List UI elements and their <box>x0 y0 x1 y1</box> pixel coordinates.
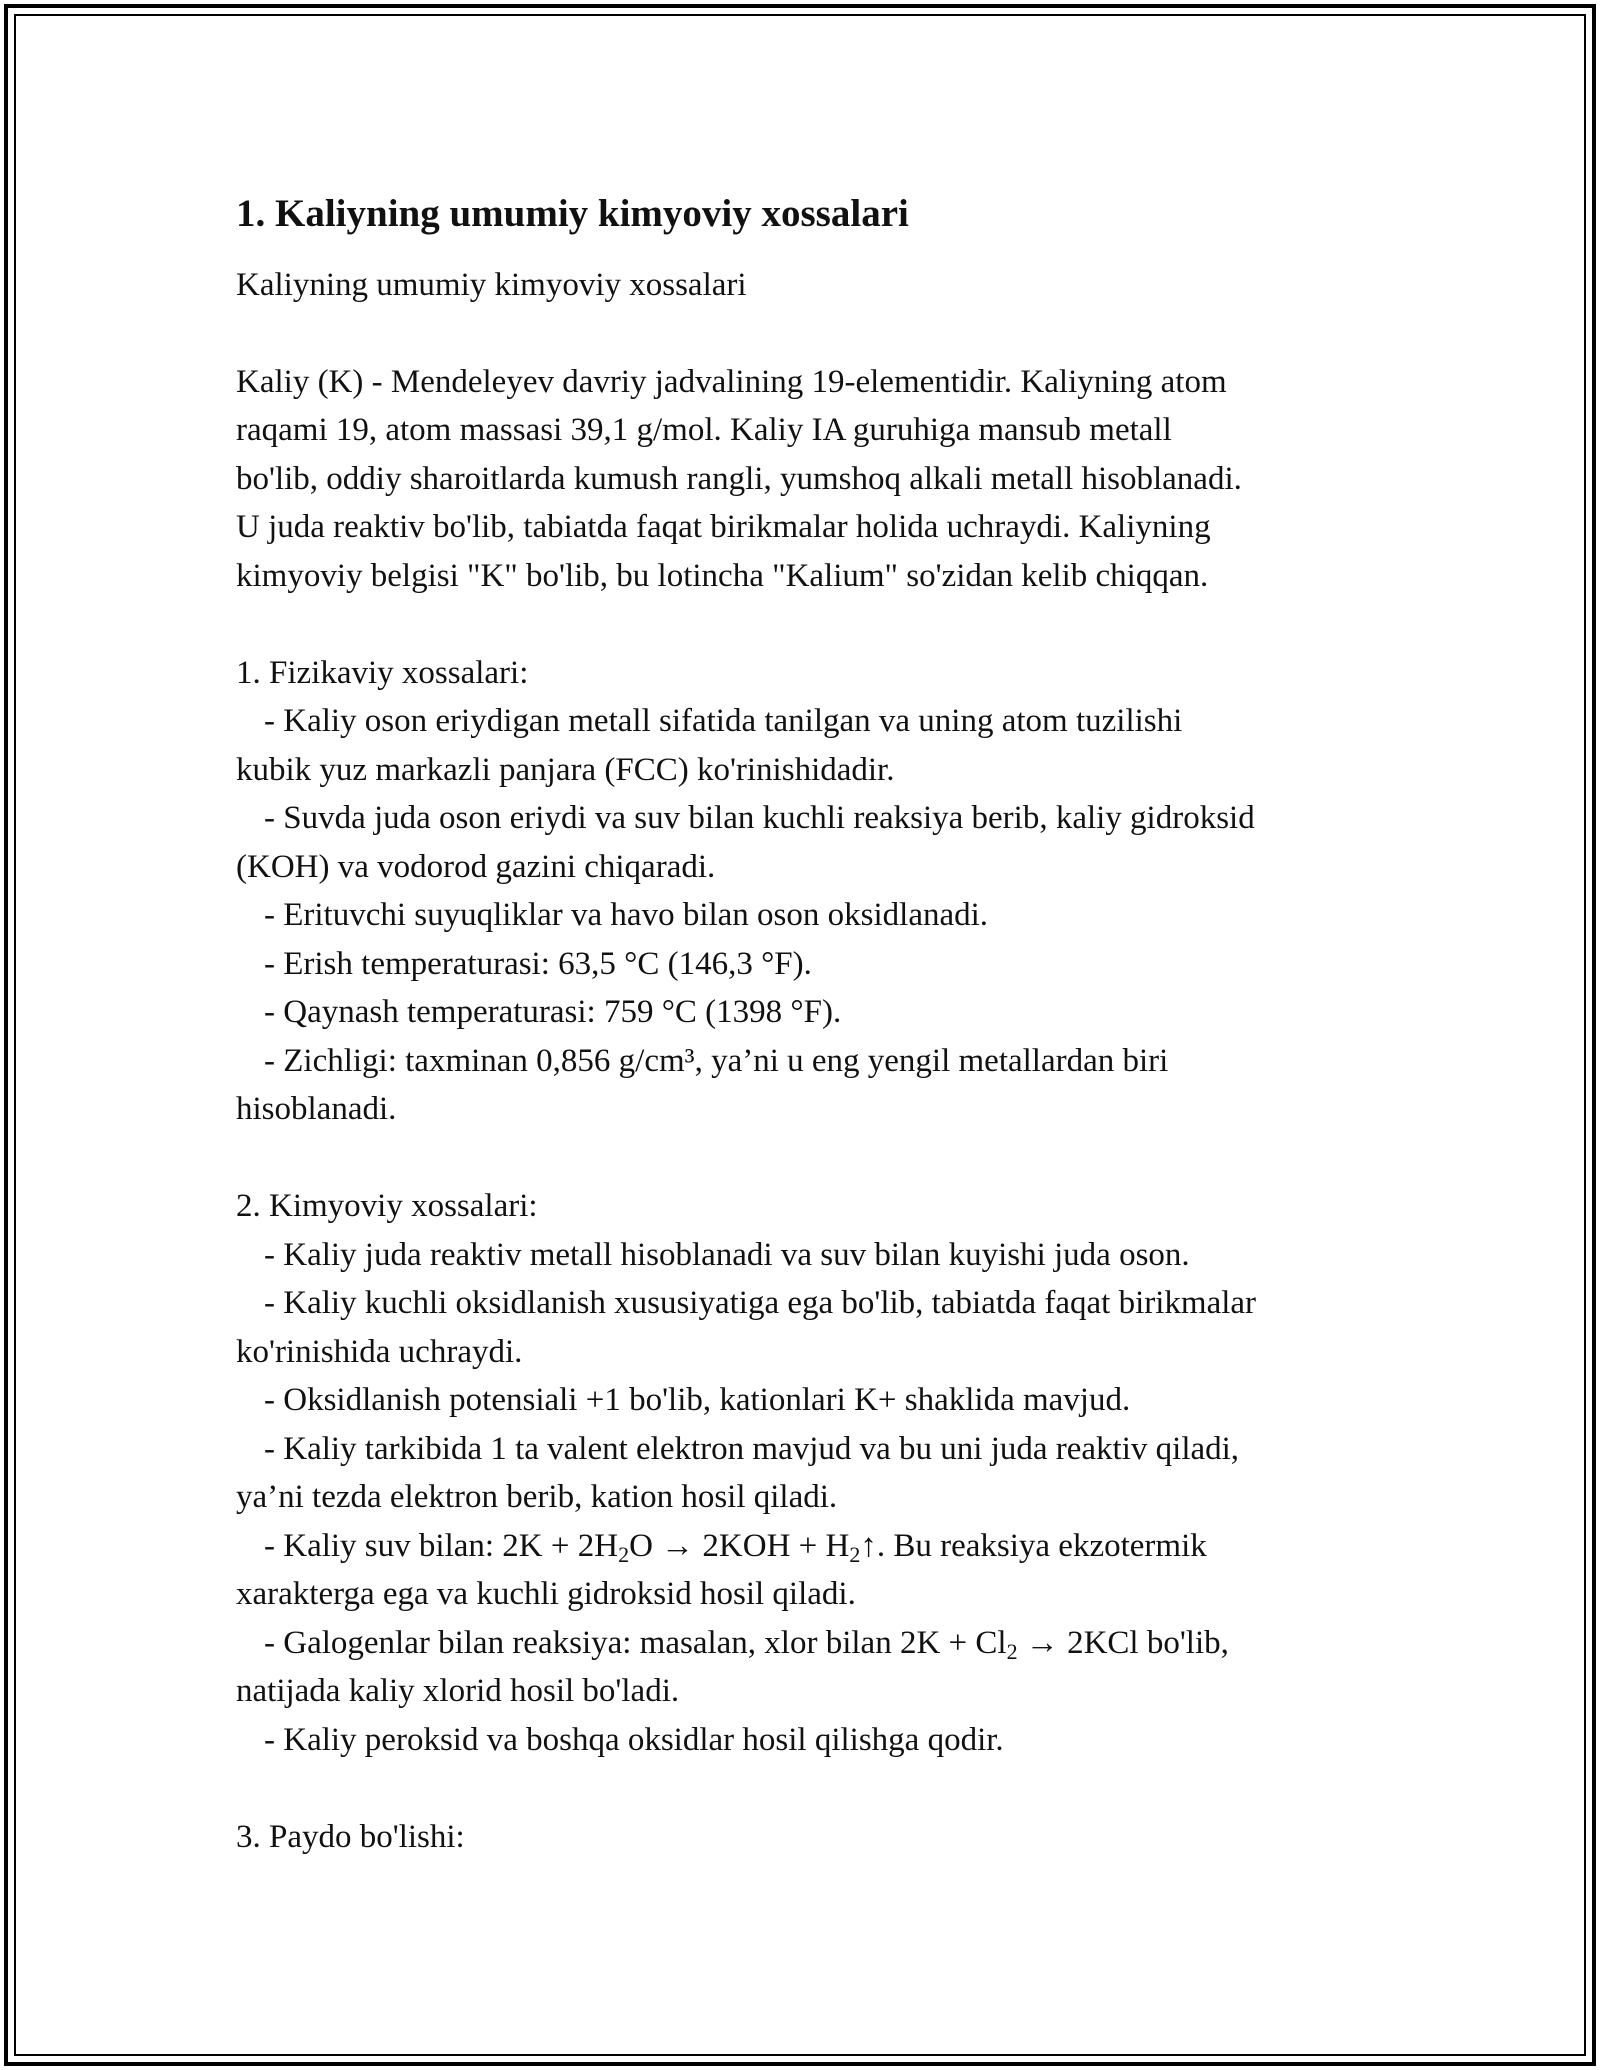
list-item: - Kaliy tarkibida 1 ta valent elektron mavjud va bu uni juda reaktiv qiladi, <box>264 1430 1240 1467</box>
list-item-continuation: natijada kaliy xlorid hosil bo'ladi. <box>236 1673 680 1709</box>
section-title: 3. Paydo bo'lishi: <box>236 1818 465 1855</box>
intro-line: kimyoviy belgisi "K" bo'lib, bu lotincha "Kalium" so'zidan kelib chiqqan. <box>236 557 1209 594</box>
section-chemical-properties <box>236 1182 1396 1764</box>
list-item-continuation: (KOH) va vodorod gazini chiqaradi. <box>236 848 716 885</box>
intro-line: raqami 19, atom massasi 39,1 g/mol. Kaliy IA guruhiga mansub metall <box>236 412 1172 448</box>
list-item-continuation: ya’ni tezda elektron berib, kation hosil qiladi. <box>236 1479 838 1515</box>
spacer <box>236 1134 1396 1183</box>
list-item-continuation: xarakterga ega va kuchli gidroksid hosil qiladi. <box>236 1576 856 1612</box>
subtitle: Kaliyning umumiy kimyoviy xossalari <box>236 267 747 303</box>
list-item: - Kaliy juda reaktiv metall hisoblanadi va suv bilan kuyishi juda oson. <box>264 1236 1190 1273</box>
section-occurrence <box>236 1813 1396 1862</box>
intro-paragraph <box>236 358 1396 601</box>
section-title: 2. Kimyoviy xossalari: <box>236 1188 538 1224</box>
intro-line: U juda reaktiv bo'lib, tabiatda faqat birikmalar holida uchraydi. Kaliyning <box>236 509 1211 545</box>
list-item: - Erituvchi suyuqliklar va havo bilan oson oksidlanadi. <box>264 897 989 933</box>
list-item-continuation: ko'rinishida uchraydi. <box>236 1333 523 1370</box>
list-item: - Suvda juda oson eriydi va suv bilan kuchli reaksiya berib, kaliy gidroksid <box>264 800 1255 836</box>
list-item-continuation: hisoblanadi. <box>236 1091 397 1127</box>
list-item-equation: - Galogenlar bilan reaksiya: masalan, xlor bilan $2K + Cl_2 \to 2KCl$ bo'lib, <box>264 1624 1229 1664</box>
list-item: - Qaynash temperaturasi: 759 °C (1398 °F). <box>264 994 842 1030</box>
intro-line: bo'lib, oddiy sharoitlarda kumush rangli, yumshoq alkali metall hisoblanadi. <box>236 460 1242 497</box>
spacer <box>236 1764 1396 1813</box>
list-item: - Oksidlanish potensiali +1 bo'lib, kationlari K+ shaklida mavjud. <box>264 1382 1131 1418</box>
list-item-equation: - Kaliy suv bilan: $2K + 2H_2O \to 2KOH$ + $H_2↑$. Bu reaksiya ekzotermik <box>264 1527 1207 1567</box>
list-item: - Kaliy kuchli oksidlanish xususiyatiga ega bo'lib, tabiatda faqat birikmalar <box>264 1285 1257 1321</box>
document-body <box>236 185 1396 1861</box>
spacer <box>236 600 1396 649</box>
intro-line: Kaliy (K) - Mendeleyev davriy jadvalining 19-elementidir. Kaliyning atom <box>236 363 1227 400</box>
list-item: - Erish temperaturasi: 63,5 °C (146,3 °F). <box>264 945 812 982</box>
spacer <box>236 309 1396 358</box>
section-physical-properties <box>236 649 1396 1134</box>
list-item: - Zichligi: taxminan 0,856 g/cm³, ya’ni u eng yengil metallardan biri <box>264 1042 1169 1079</box>
list-item: - Kaliy peroksid va boshqa oksidlar hosil qilishga qodir. <box>264 1721 1004 1758</box>
page-title: 1. Kaliyning umumiy kimyoviy xossalari <box>236 192 909 235</box>
list-item-continuation: kubik yuz markazli panjara (FCC) ko'rinishidadir. <box>236 751 895 788</box>
list-item: - Kaliy oson eriydigan metall sifatida tanilgan va uning atom tuzilishi <box>264 703 1183 739</box>
section-title: 1. Fizikaviy xossalari: <box>236 654 529 691</box>
